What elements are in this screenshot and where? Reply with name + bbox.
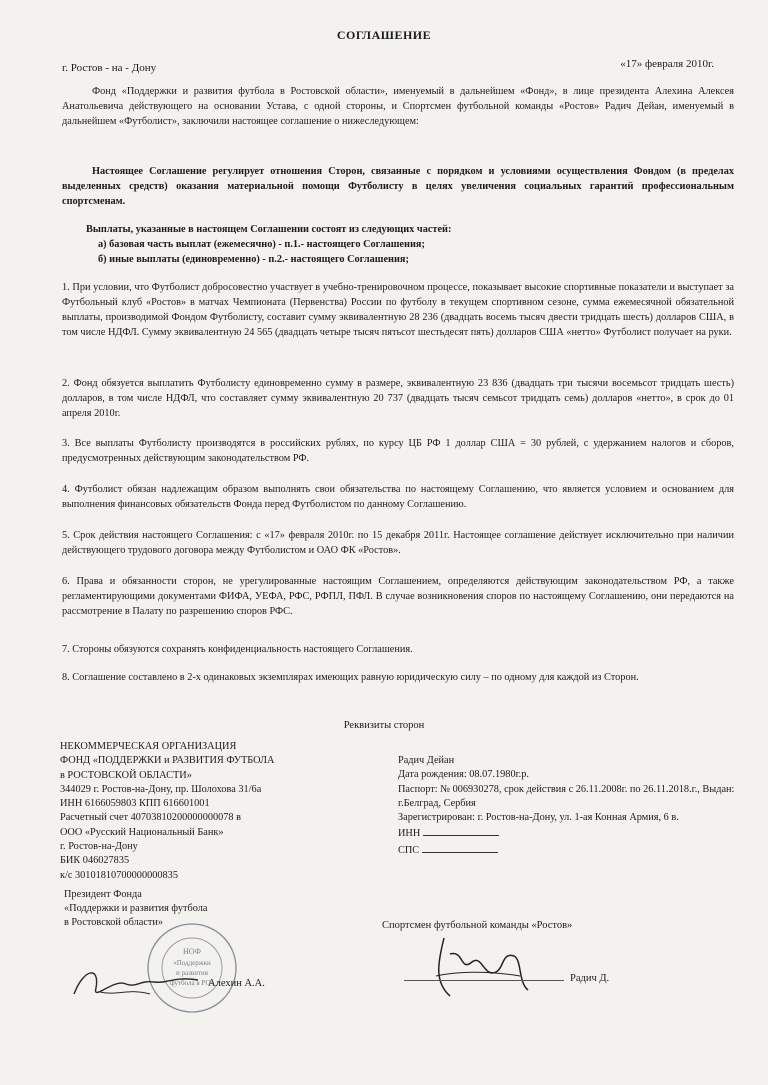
player-caption: Спортсмен футбольной команды «Ростов»	[382, 920, 573, 931]
player-inn: ИНН	[398, 825, 738, 841]
fund-line: Расчетный счет 40703810200000000078 в	[60, 812, 242, 824]
player-name: Радич Д.	[570, 973, 610, 984]
player-signature-line	[404, 973, 609, 984]
president-caption: Президент Фонда «Поддержки и развития футбола в Ростовской области»	[64, 889, 208, 928]
player-line: Зарегистрирован: г. Ростов-на-Дону, ул. 1-ая Конная Армия, 6 в.	[398, 812, 679, 824]
player-signature-icon	[424, 932, 544, 1002]
clause-3: 3. Все выплаты Футболисту производятся в российских рублях, по курсу ЦБ РФ 1 доллар США = 30 рублей, с удержанием налогов и сборов, предусмотренных действующим законодательством РФ.	[62, 438, 734, 464]
sps-blank-line	[422, 842, 498, 853]
payments-item-b: б) иные выплаты (единовременно) - п.2.- настоящего Соглашения;	[98, 254, 409, 265]
fund-line: к/с 30101810700000000835	[60, 869, 178, 881]
fund-line: БИК 046027835	[60, 855, 130, 867]
player-line: Радич Дейан	[398, 755, 455, 766]
svg-text:и развития: и развития	[176, 969, 208, 977]
president-signature-icon	[70, 958, 210, 1008]
player-signature-blank	[404, 980, 564, 981]
fund-requisites	[60, 740, 360, 883]
fund-line: ИНН 6166059803 КПП 616601001	[60, 798, 210, 810]
clause-7: 7. Стороны обязуются сохранять конфиденциальность настоящего Соглашения.	[62, 644, 413, 655]
svg-text:футбола в РО»: футбола в РО»	[170, 979, 214, 987]
fund-line: 344029 г. Ростов-на-Дону, пр. Шолохова 31/6а	[60, 783, 262, 795]
svg-text:«Поддержки: «Поддержки	[173, 959, 211, 967]
clause-1: 1. При условии, что Футболист добросовестно участвует в учебно-тренировочном процессе, показывает высокие спортивные показатели и выступает за Футбольный клуб «Ростов» в матчах Чемпионата (Первенства) России по футболу в текущем спортивном сезоне, сумма ежемесячной обязательной выплаты, производимой Фондом Футболисту, составит сумму эквивалентную 28 236 (двадцать восемь тысяч двести тридцать шесть) долларов США, в том числе НДФЛ. Сумму эквивалентную 24 565 (двадцать четыре тысяч пятьсот шестьдесят пять) долларов США «нетто» Футболист получает на руки.	[62, 282, 734, 338]
president-name: Алехин А.А.	[208, 978, 265, 989]
inn-blank-line	[423, 825, 499, 836]
fund-line: г. Ростов-на-Дону	[60, 841, 138, 853]
preamble: Фонд «Поддержки и развития футбола в Ростовской области», именуемый в дальнейшем «Фонд», в лице президента Алехина Алексея Анатольевича действующего на основании Устава, с одной стороны, и Спортсмен футбольной команды «Ростов» Радич Дейан, именуемый в дальнейшем «Футболист», заключили настоящее соглашение о нижеследующем:	[62, 86, 734, 127]
clause-6: 6. Права и обязанности сторон, не урегулированные настоящим Соглашением, определяются действующим законодательством РФ, а также регламентирующими документами ФИФА, УЕФА, РФС, РФПЛ, ПФЛ. В случае возникновения споров по настоящему Соглашению, они передаются на рассмотрение в Палату по разрешению споров РФС.	[62, 576, 734, 617]
fund-line: ООО «Русский Национальный Банк»	[60, 826, 224, 838]
clause-2: 2. Фонд обязуется выплатить Футболисту единовременно сумму в размере, эквивалентную 23 836 (двадцать три тысячи восемьсот тридцать шесть) долларов, в том числе НДФЛ, что составляет сумму эквивалентную 20 737 (двадцать тысяч семьсот тридцать семь) долларов «нетто», в срок до 01 апреля 2010г.	[62, 378, 734, 419]
clause-8: 8. Соглашение составлено в 2-х одинаковых экземплярах имеющих равную юридическую силу – по одному для каждой из Сторон.	[62, 672, 639, 683]
requisites-heading: Реквизиты сторон	[343, 720, 425, 731]
player-sps: СПС	[398, 842, 738, 858]
scope-statement: Настоящее Соглашение регулирует отношения Сторон, связанные с порядком и условиями осуществления Фондом (в пределах выделенных средств) оказания материальной помощи Футболисту в целях увеличения социальных гарантий профессиональным спортсменам.	[62, 166, 734, 207]
fund-line: в РОСТОВСКОЙ ОБЛАСТИ»	[60, 769, 192, 781]
clause-5: 5. Срок действия настоящего Соглашения: с «17» февраля 2010г. по 15 декабря 2011г. Настоящее соглашение действует исключительно при наличии действующего трудового договора между Футболистом и ОАО ФК «Ростов».	[62, 530, 734, 556]
document-city: г. Ростов - на - Дону	[62, 62, 157, 74]
payments-list	[86, 222, 686, 267]
fund-line: ФОНД «ПОДДЕРЖКИ и РАЗВИТИЯ ФУТБОЛА	[60, 755, 275, 767]
payments-heading: Выплаты, указанные в настоящем Соглашении состоят из следующих частей:	[86, 224, 452, 235]
clause-4: 4. Футболист обязан надлежащим образом выполнять свои обязательства по настоящему Соглашению, что является условием и основанием для выполнения финансовых обязательств Фонда перед Футболистом по данному Соглашению.	[62, 484, 734, 510]
document-title: СОГЛАШЕНИЕ	[336, 28, 432, 42]
player-line: Дата рождения: 08.07.1980г.р.	[398, 769, 529, 781]
svg-text:НОФ: НОФ	[183, 947, 201, 956]
player-line: Паспорт: № 006930278, срок действия с 26.11.2008г. по 26.11.2018.г., Выдан: г.Белград, Сербия	[398, 783, 735, 809]
document-date: «17» февраля 2010г.	[620, 58, 714, 70]
player-requisites	[398, 754, 738, 858]
fund-line: НЕКОММЕРЧЕСКАЯ ОРГАНИЗАЦИЯ	[60, 741, 237, 752]
payments-item-a: а) базовая часть выплат (ежемесячно) - п.1.- настоящего Соглашения;	[98, 239, 425, 250]
